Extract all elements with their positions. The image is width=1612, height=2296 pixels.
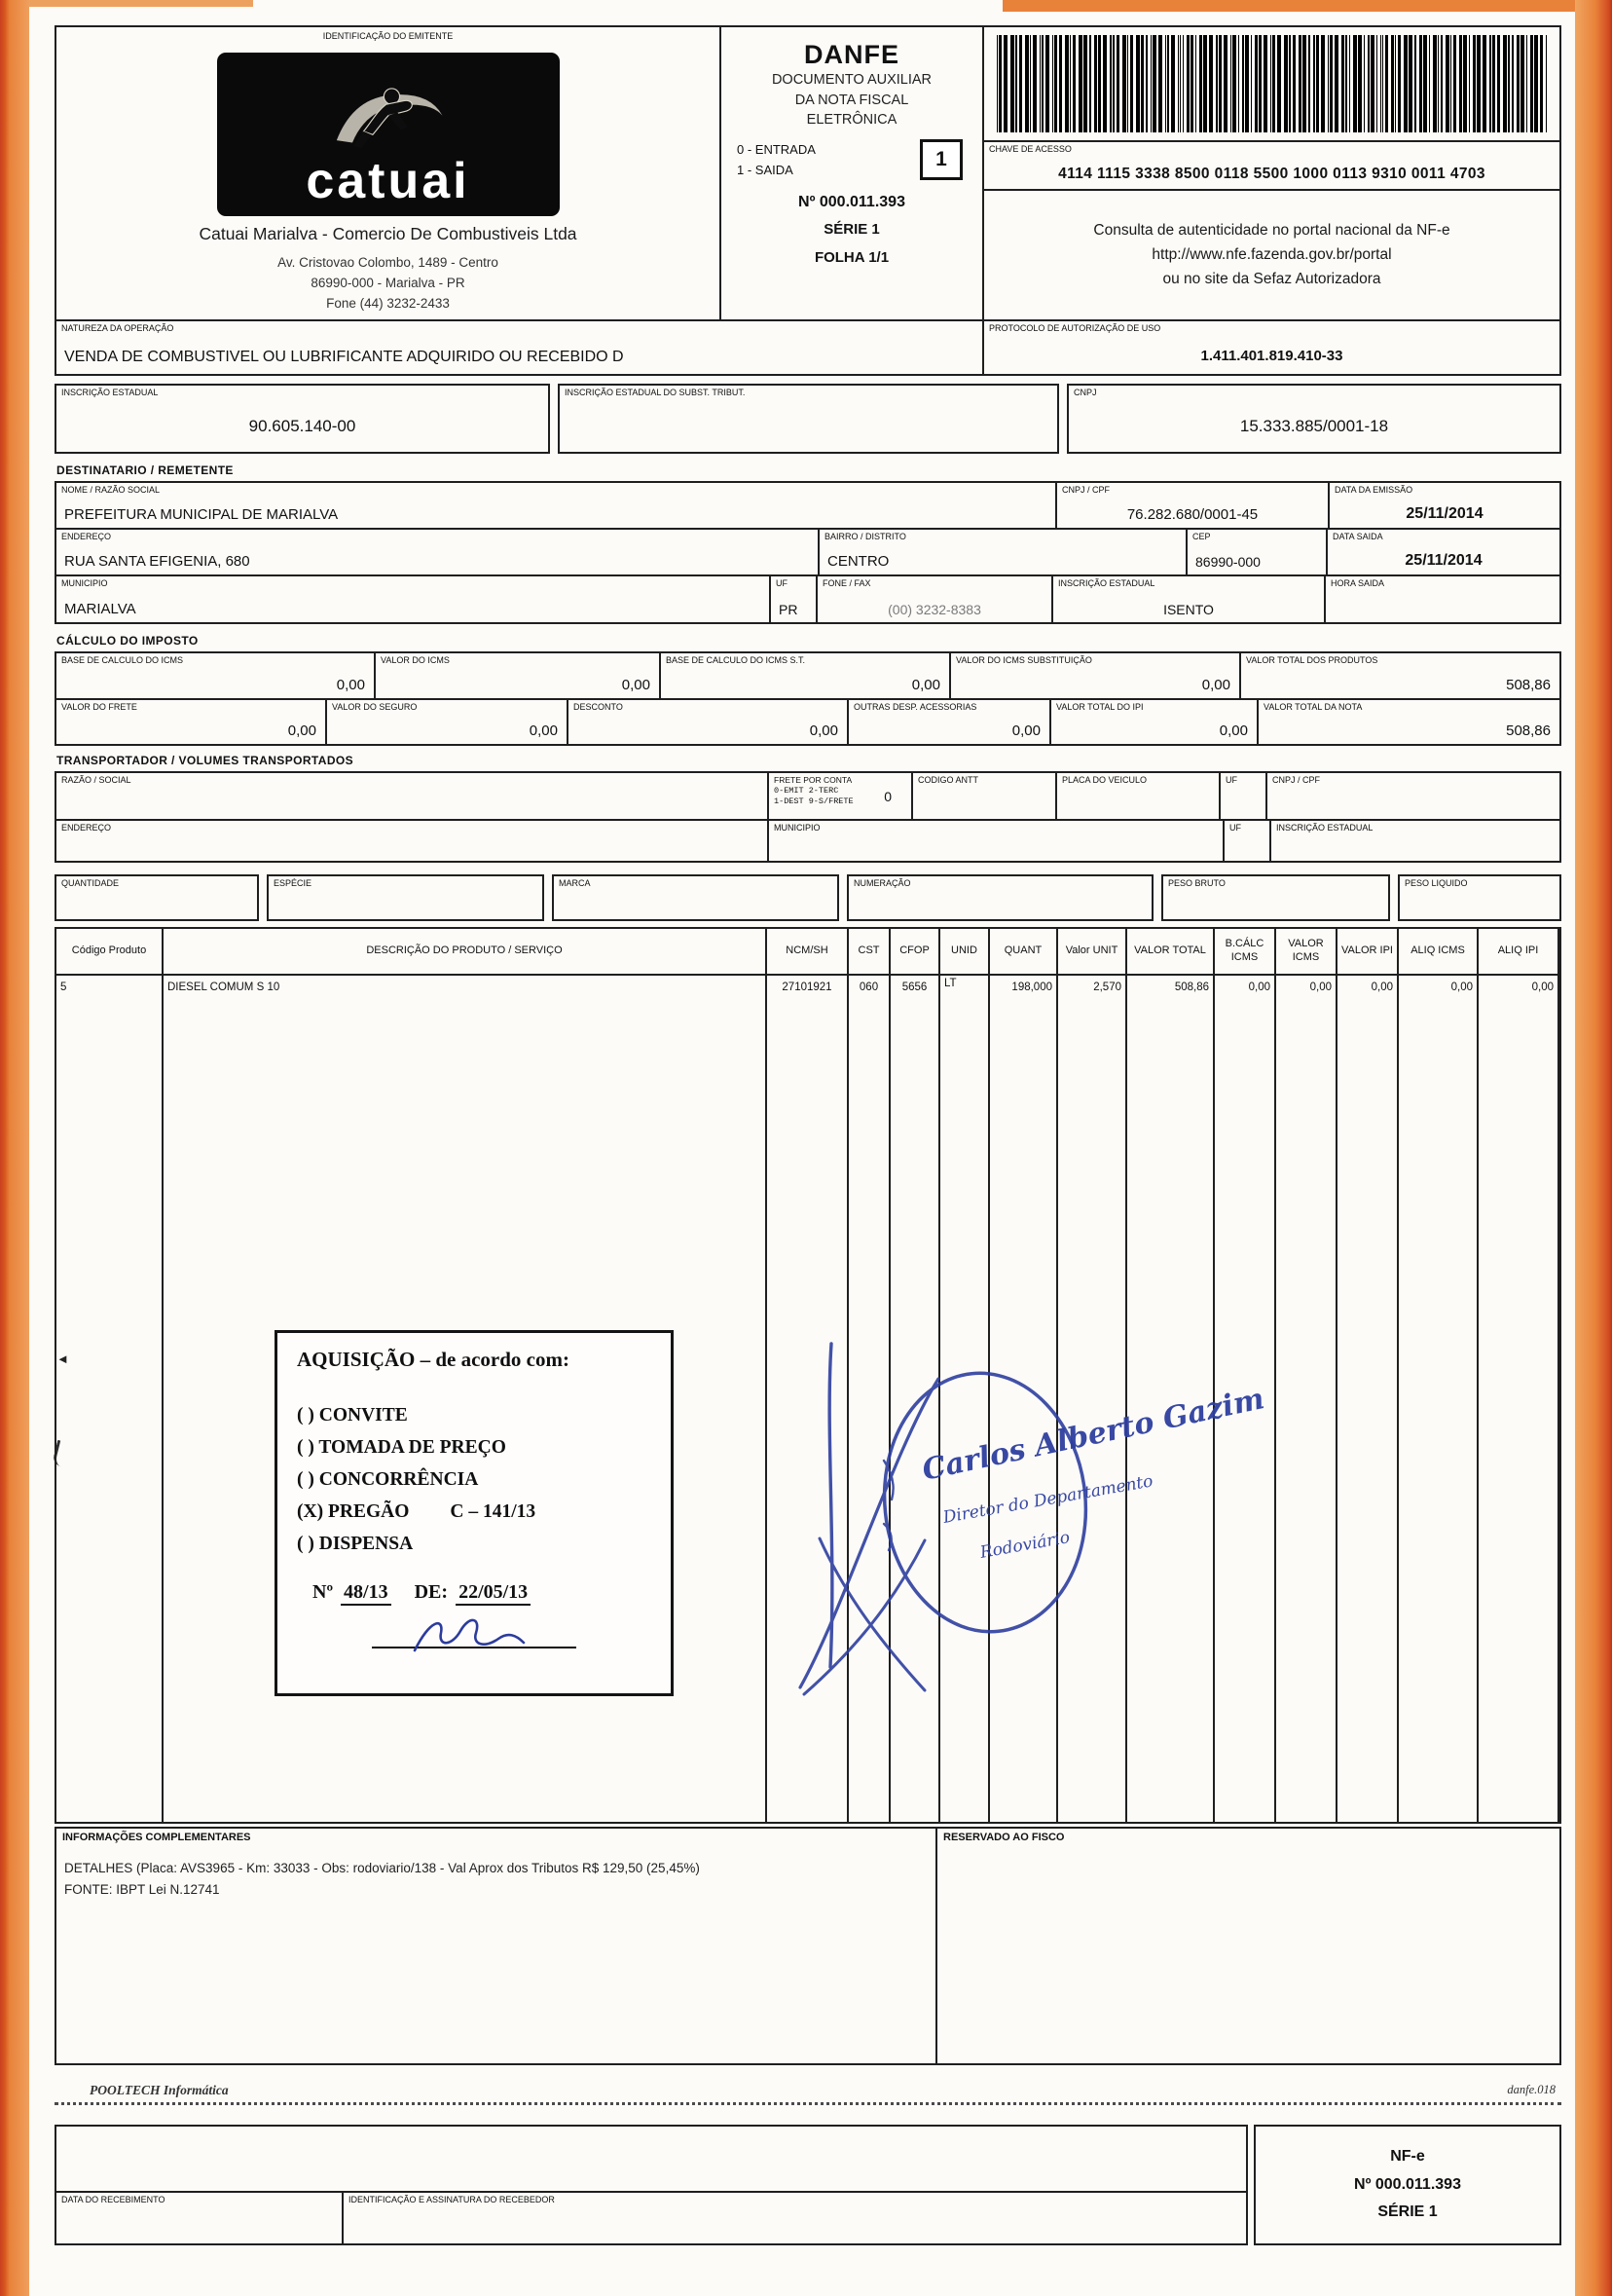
field-codigo-antt <box>911 771 1057 821</box>
column-header: CFOP <box>891 929 938 976</box>
info-line-1: DETALHES (Placa: AVS3965 - Km: 33033 - Obs: rodoviario/138 - Val Aprox dos Tributos R$ 129,50 (25,45%) <box>64 1861 700 1875</box>
field-label: INSCRIÇÃO ESTADUAL DO SUBST. TRIBUT. <box>565 388 746 397</box>
frete-options-1: 0-EMIT 2-TERC <box>774 786 839 796</box>
field-label: PLACA DO VEICULO <box>1062 775 1148 785</box>
scan-edge-top-right <box>1003 0 1575 12</box>
stamp-option-pregao-text: (X) PREGÃO <box>297 1501 410 1522</box>
cell-valor-total: 508,86 <box>1174 981 1209 993</box>
field-label: QUANTIDADE <box>61 878 120 888</box>
field-label: UF <box>776 578 788 588</box>
field-label: UF <box>1229 823 1241 833</box>
field-label: VALOR DO SEGURO <box>332 702 418 712</box>
col-aliq-ipi <box>1479 929 1559 1822</box>
column-header: CST <box>849 929 889 976</box>
field-natureza-operacao <box>55 319 984 376</box>
nfe-sheet: FOLHA 1/1 <box>814 248 890 266</box>
field-municipio <box>55 574 771 624</box>
field-value: 508,86 <box>1506 677 1551 693</box>
field-label: CEP <box>1192 532 1211 541</box>
column-header: VALOR IPI <box>1337 929 1397 976</box>
nfe-number: Nº 000.011.393 <box>798 193 905 210</box>
cell-codigo: 5 <box>60 981 67 993</box>
danfe-subtitle-3: ELETRÔNICA <box>806 112 898 129</box>
danfe-subtitle-2: DA NOTA FISCAL <box>794 92 909 108</box>
field-cnpj-emitente <box>1067 384 1561 454</box>
field-label: DATA SAIDA <box>1333 532 1383 541</box>
receipt-blank-row <box>55 2125 1248 2193</box>
stamp-number: 48/13 <box>341 1581 391 1606</box>
field-label: INFORMAÇÕES COMPLEMENTARES <box>62 1832 251 1843</box>
field-label: INSCRIÇÃO ESTADUAL <box>1276 823 1374 833</box>
field-value: 76.282.680/0001-45 <box>1126 506 1259 523</box>
field-hora-saida <box>1324 574 1561 624</box>
field-value: PR <box>779 602 798 617</box>
footer-template-id: danfe.018 <box>1507 2083 1556 2096</box>
column-header: VALOR ICMS <box>1276 929 1336 976</box>
field-total-produtos <box>1239 651 1561 700</box>
receipt-stub <box>55 2125 1561 2245</box>
field-placa-veiculo <box>1055 771 1221 821</box>
field-ie-destinatario <box>1051 574 1326 624</box>
stub-nfe-number: Nº 000.011.393 <box>1354 2175 1461 2193</box>
emitter-box-label: IDENTIFICAÇÃO DO EMITENTE <box>322 31 454 41</box>
volumes-row <box>55 874 1561 921</box>
field-value: 0,00 <box>529 722 558 739</box>
field-valor-frete <box>55 698 327 746</box>
field-value: PREFEITURA MUNICIPAL DE MARIALVA <box>64 506 339 523</box>
field-outras-despesas <box>847 698 1051 746</box>
cell-unid: LT <box>944 978 957 989</box>
field-inscricao-estadual <box>55 384 550 454</box>
emitter-address-1: Av. Cristovao Colombo, 1489 - Centro <box>277 255 498 270</box>
field-label: ENDEREÇO <box>61 532 112 541</box>
cell-ncm: 27101921 <box>782 981 832 993</box>
field-label: BASE DE CALCULO DO ICMS S.T. <box>666 655 806 665</box>
emitter-address-2: 86990-000 - Marialva - PR <box>311 275 465 290</box>
field-value: 15.333.885/0001-18 <box>1239 417 1389 435</box>
entrada-label: 0 - ENTRADA <box>737 141 816 157</box>
cell-quant: 198,000 <box>1011 981 1052 993</box>
field-label: PESO LIQUIDO <box>1405 878 1468 888</box>
field-cep <box>1186 528 1328 576</box>
danfe-subtitle-1: DOCUMENTO AUXILIAR <box>771 72 933 88</box>
danfe-box <box>719 25 984 321</box>
field-value: 25/11/2014 <box>1405 552 1483 569</box>
field-transp-endereco <box>55 819 769 863</box>
column-header: NCM/SH <box>767 929 847 976</box>
field-value: MARIALVA <box>64 601 136 617</box>
danfe-title: DANFE <box>804 40 899 69</box>
field-transp-ie <box>1269 819 1561 863</box>
field-label: VALOR DO ICMS <box>381 655 450 665</box>
additional-info-row <box>55 1827 1561 2065</box>
stamp-option-pregao <box>297 1496 651 1528</box>
field-label: FRETE POR CONTA <box>774 775 853 785</box>
field-label: NUMERAÇÃO <box>854 878 911 888</box>
access-key-field <box>984 142 1559 191</box>
danfe-document <box>55 25 1561 2245</box>
emitter-name: Catuai Marialva - Comercio De Combustiveis Ltda <box>199 224 577 243</box>
field-value: CENTRO <box>827 553 890 570</box>
stamp-signature-line <box>372 1647 576 1648</box>
tipo-operacao-box: 1 <box>920 139 963 180</box>
col-codigo <box>56 929 164 1822</box>
field-label: CNPJ / CPF <box>1062 485 1111 495</box>
field-label: BAIRRO / DISTRITO <box>824 532 906 541</box>
sower-figure-icon <box>301 82 476 154</box>
field-numeracao <box>847 874 1154 921</box>
entrada-saida-block <box>737 139 974 181</box>
field-value: RUA SANTA EFIGENIA, 680 <box>64 553 250 570</box>
header-row <box>55 25 1561 321</box>
stamp-option-dispensa: ( ) DISPENSA <box>297 1534 414 1554</box>
cell-aliq-icms: 0,00 <box>1450 981 1473 993</box>
field-value: 0,00 <box>287 722 316 739</box>
section-title-destinatario: DESTINATARIO / REMETENTE <box>56 463 234 477</box>
field-label: BASE DE CALCULO DO ICMS <box>61 655 184 665</box>
access-key-box <box>982 25 1561 321</box>
field-value: 0,00 <box>911 677 940 693</box>
field-transp-razao <box>55 771 769 821</box>
stub-nfe-box <box>1254 2125 1561 2245</box>
column-header: UNID <box>940 929 988 976</box>
field-especie <box>267 874 544 921</box>
signer-title-2: Rodoviário <box>978 1528 1072 1563</box>
logo-wordmark: catuai <box>306 153 470 209</box>
field-frete-por-conta <box>767 771 913 821</box>
cell-valor-ipi: 0,00 <box>1371 981 1393 993</box>
field-valor-icms <box>374 651 661 700</box>
field-value: ISENTO <box>1163 602 1214 617</box>
perforation-line <box>55 2102 1561 2105</box>
col-valor-ipi <box>1337 929 1399 1822</box>
field-data-emissao <box>1328 481 1561 530</box>
field-informacoes-complementares <box>55 1827 937 2065</box>
field-value: 86990-000 <box>1195 554 1261 570</box>
field-transp-uf1 <box>1219 771 1267 821</box>
field-label: FONE / FAX <box>823 578 871 588</box>
field-value: 25/11/2014 <box>1406 505 1484 522</box>
field-label: VALOR DO ICMS SUBSTITUIÇÃO <box>956 655 1092 665</box>
field-value: 0,00 <box>809 722 838 739</box>
scan-edge-left <box>0 0 29 2296</box>
authenticity-line-1: Consulta de autenticidade no portal nacional da NF-e <box>1093 222 1450 239</box>
stamp-option-concorrencia: ( ) CONCORRÊNCIA <box>297 1469 479 1490</box>
field-label: CODIGO ANTT <box>918 775 979 785</box>
field-peso-liquido <box>1398 874 1561 921</box>
scan-edge-right <box>1575 0 1612 2296</box>
field-label: CNPJ / CPF <box>1272 775 1321 785</box>
emitter-box <box>55 25 721 321</box>
field-marca <box>552 874 839 921</box>
field-label: VALOR TOTAL DOS PRODUTOS <box>1246 655 1378 665</box>
section-title-imposto: CÁLCULO DO IMPOSTO <box>56 634 199 648</box>
field-inscricao-subst <box>558 384 1059 454</box>
footer-vendor: POOLTECH Informática <box>90 2083 229 2097</box>
field-total-nota <box>1257 698 1561 746</box>
field-label: INSCRIÇÃO ESTADUAL <box>61 388 159 397</box>
saida-label: 1 - SAIDA <box>737 163 793 178</box>
field-base-icms <box>55 651 376 700</box>
field-value: 1.411.401.819.410-33 <box>1200 348 1343 364</box>
field-quantidade <box>55 874 259 921</box>
cell-cfop: 5656 <box>901 981 928 993</box>
field-value: 0,00 <box>621 677 650 693</box>
stamp-de-label: DE: <box>414 1581 449 1603</box>
stamp-option-convite: ( ) CONVITE <box>297 1405 408 1426</box>
field-transp-uf2 <box>1223 819 1271 863</box>
signer-name: Carlos Alberto Gazim <box>919 1382 1267 1488</box>
stamp-pregao-ref: C – 141/13 <box>450 1501 536 1522</box>
stamp-date: 22/05/13 <box>456 1581 531 1606</box>
field-label: CNPJ <box>1074 388 1097 397</box>
field-label: RAZÃO / SOCIAL <box>61 775 131 785</box>
products-table <box>55 927 1561 1824</box>
field-value: 90.605.140-00 <box>248 417 356 435</box>
print-footer <box>55 2083 1561 2100</box>
pen-mark-arrow: ◄ <box>56 1352 69 1366</box>
ink-scribble-signature <box>409 1610 535 1658</box>
emitter-logo <box>217 53 560 216</box>
nfe-series: SÉRIE 1 <box>824 220 880 238</box>
stub-nfe-label: NF-e <box>1390 2147 1425 2165</box>
field-uf <box>769 574 818 624</box>
info-line-2: FONTE: IBPT Lei N.12741 <box>64 1881 220 1897</box>
cell-valor-icms: 0,00 <box>1309 981 1332 993</box>
field-bairro <box>818 528 1188 576</box>
col-aliq-icms <box>1399 929 1479 1822</box>
access-key-value: 4114 1115 3338 8500 0118 5500 1000 0113 9310 0011 4703 <box>1058 166 1485 182</box>
stamp-number-prefix: Nº <box>312 1581 334 1603</box>
authenticity-note <box>984 191 1559 319</box>
field-protocolo <box>982 319 1561 376</box>
signer-title-1: Diretor do Departamento <box>941 1471 1154 1528</box>
column-header: Valor UNIT <box>1058 929 1125 976</box>
authenticity-line-3: ou no site da Sefaz Autorizadora <box>1162 271 1381 287</box>
emitter-address-3: Fone (44) 3232-2433 <box>326 295 450 311</box>
field-desconto <box>567 698 849 746</box>
field-transp-cnpj <box>1265 771 1561 821</box>
procurement-stamp-box <box>275 1330 674 1696</box>
field-peso-bruto <box>1161 874 1390 921</box>
field-label: IDENTIFICAÇÃO E ASSINATURA DO RECEBEDOR <box>348 2195 555 2204</box>
field-label: ENDEREÇO <box>61 823 112 833</box>
field-value: 0,00 <box>1011 722 1041 739</box>
field-value: 0,00 <box>1219 722 1248 739</box>
field-fone-fax <box>816 574 1053 624</box>
field-data-recebimento <box>55 2191 344 2245</box>
column-header: Código Produto <box>56 929 162 976</box>
field-transp-municipio <box>767 819 1225 863</box>
column-header: ALIQ IPI <box>1479 929 1557 976</box>
column-header: B.CÁLC ICMS <box>1215 929 1274 976</box>
barcode <box>997 35 1547 132</box>
imposto-table <box>55 651 1561 746</box>
section-title-transportador: TRANSPORTADOR / VOLUMES TRANSPORTADOS <box>56 754 354 767</box>
field-valor-seguro <box>325 698 568 746</box>
field-label: DATA DO RECEBIMENTO <box>61 2195 165 2204</box>
field-base-icms-st <box>659 651 951 700</box>
field-label: PROTOCOLO DE AUTORIZAÇÃO DE USO <box>989 323 1161 333</box>
field-value: 508,86 <box>1506 722 1551 739</box>
field-label: UF <box>1226 775 1237 785</box>
scan-edge-top-left <box>29 0 253 7</box>
field-reservado-fisco <box>935 1827 1561 2065</box>
stamp-title: AQUISIÇÃO – de acordo com: <box>297 1348 569 1371</box>
field-label: VALOR TOTAL DA NOTA <box>1264 702 1363 712</box>
field-label: VALOR TOTAL DO IPI <box>1056 702 1144 712</box>
transportador-table <box>55 771 1561 863</box>
column-header: ALIQ ICMS <box>1399 929 1477 976</box>
field-label: RESERVADO AO FISCO <box>943 1832 1065 1843</box>
column-header: VALOR TOTAL <box>1127 929 1213 976</box>
frete-options-2: 1-DEST 9-S/FRETE <box>774 796 854 806</box>
stamp-option-tomada: ( ) TOMADA DE PREÇO <box>297 1437 506 1458</box>
cell-valor-unit: 2,570 <box>1093 981 1121 993</box>
cell-bcalc-icms: 0,00 <box>1248 981 1270 993</box>
field-label: DATA DA EMISSÃO <box>1335 485 1413 495</box>
destinatario-table <box>55 481 1561 624</box>
field-value: VENDA DE COMBUSTIVEL OU LUBRIFICANTE ADQUIRIDO OU RECEBIDO D <box>64 349 624 365</box>
registration-row <box>55 384 1561 454</box>
field-cnpj-destinatario <box>1055 481 1330 530</box>
director-signature-stamp <box>738 1315 1283 1704</box>
field-razao-social <box>55 481 1057 530</box>
field-label: NOME / RAZÃO SOCIAL <box>61 485 161 495</box>
field-label: MUNICIPIO <box>61 578 108 588</box>
receipt-stub-left <box>55 2125 1248 2245</box>
field-label: OUTRAS DESP. ACESSORIAS <box>854 702 977 712</box>
field-value: 0,00 <box>336 677 365 693</box>
barcode-area <box>984 27 1559 142</box>
field-label: NATUREZA DA OPERAÇÃO <box>61 323 174 333</box>
field-label: HORA SAIDA <box>1331 578 1385 588</box>
field-label: MARCA <box>559 878 591 888</box>
column-header: QUANT <box>990 929 1056 976</box>
col-valor-icms <box>1276 929 1337 1822</box>
field-label: VALOR DO FRETE <box>61 702 137 712</box>
field-label: ESPÉCIE <box>274 878 312 888</box>
cell-descricao: DIESEL COMUM S 10 <box>167 981 280 993</box>
field-endereco <box>55 528 820 576</box>
operation-row <box>55 319 1561 376</box>
stub-nfe-series: SÉRIE 1 <box>1377 2203 1438 2221</box>
authenticity-line-2: http://www.nfe.fazenda.gov.br/portal <box>1152 246 1392 263</box>
field-label: PESO BRUTO <box>1168 878 1226 888</box>
field-data-saida <box>1326 528 1561 576</box>
access-key-label: CHAVE DE ACESSO <box>989 144 1072 154</box>
stamp-number-line <box>312 1581 651 1604</box>
field-icms-substituicao <box>949 651 1241 700</box>
field-label: INSCRIÇÃO ESTADUAL <box>1058 578 1155 588</box>
frete-value: 0 <box>884 789 892 804</box>
cell-cst: 060 <box>859 981 879 993</box>
column-header: DESCRIÇÃO DO PRODUTO / SERVIÇO <box>164 929 765 976</box>
field-assinatura-recebedor <box>342 2191 1248 2245</box>
field-label: DESCONTO <box>573 702 623 712</box>
field-label: MUNICIPIO <box>774 823 821 833</box>
cell-aliq-ipi: 0,00 <box>1531 981 1554 993</box>
field-value: (00) 3232-8383 <box>888 602 981 617</box>
additional-info-text <box>64 1858 926 1900</box>
field-total-ipi <box>1049 698 1259 746</box>
field-value: 0,00 <box>1201 677 1230 693</box>
